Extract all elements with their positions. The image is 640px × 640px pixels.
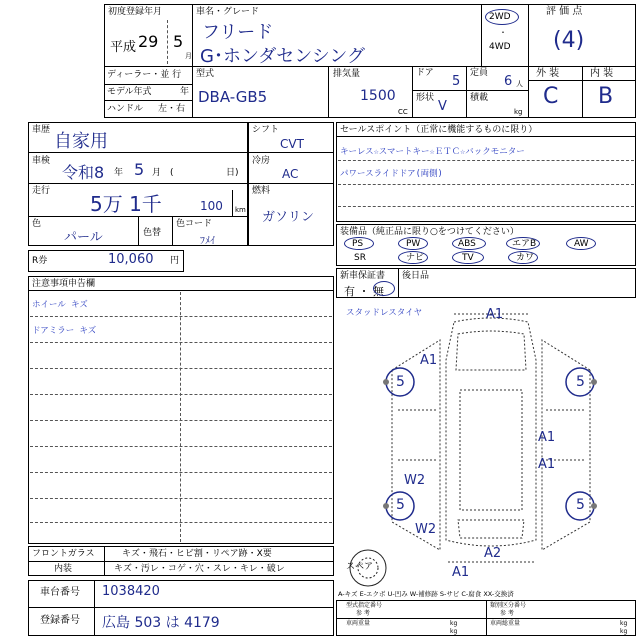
equip-abs: ABS	[458, 239, 476, 249]
car-name: フリード	[202, 22, 274, 43]
interior-label: 内 装	[590, 68, 614, 79]
tire-fl: 5	[396, 374, 405, 390]
damage-legend: A-キズ E-エクボ U-凹み W-補修跡 S-サビ C-腐食 XX-交換済	[338, 590, 514, 598]
drive-dot: ・	[499, 28, 507, 37]
equip-sr: SR	[354, 253, 366, 263]
tire-fr: 5	[576, 374, 585, 390]
kg-unit: kg	[514, 108, 523, 116]
recycle-label: R券	[32, 256, 48, 266]
equip-navi: ナビ	[406, 253, 425, 263]
mark-left-front: A1	[420, 353, 438, 368]
era: 平成	[110, 40, 137, 55]
total-kg2: kg	[620, 628, 628, 635]
car-name-label: 車名・グレード	[196, 7, 260, 17]
reg-label: 登録番号	[40, 615, 80, 626]
inspection-month: 5	[134, 160, 145, 179]
exterior-label: 外 装	[536, 68, 560, 79]
history-label: 車歴	[32, 125, 51, 135]
handle-options: 左・右	[158, 104, 186, 114]
equip-pw-circle	[398, 237, 428, 250]
inspection-label: 車検	[32, 156, 51, 166]
color: パール	[64, 230, 103, 245]
notes-label: 注意事項申告欄	[32, 279, 96, 289]
color-change-label: 色替	[143, 228, 162, 238]
equip-abs-circle	[452, 237, 486, 250]
mileage: 5万 1千	[90, 192, 162, 216]
ref2: 参 考	[500, 610, 514, 617]
diagram-title: スタッドレスタイヤ	[346, 308, 423, 318]
supplement-label: 後日品	[402, 271, 430, 281]
weight-label: 車両重量	[346, 620, 371, 627]
equip-navi-circle	[398, 251, 428, 264]
fuel-label: 燃料	[252, 186, 271, 196]
chassis-number: 1038420	[102, 584, 160, 599]
year-unit: 年	[180, 87, 190, 97]
equipment-label: 装備品（純正品に限り○をつけてください）	[340, 227, 519, 237]
dealer-label: ディーラー・並 行	[107, 70, 182, 80]
equip-aw-circle	[566, 237, 596, 250]
equip-tv-circle	[452, 251, 484, 264]
mark-right-2: A1	[538, 457, 556, 472]
equip-leather: カワ	[516, 253, 535, 263]
displacement: 1500	[360, 88, 396, 104]
mark-a2: A2	[484, 546, 502, 561]
mark-bottom: A1	[452, 565, 470, 580]
era-year: 29	[138, 32, 159, 51]
recycle-box	[28, 250, 184, 272]
drive-2wd: 2WD	[489, 12, 511, 22]
mileage-label: 走行	[32, 186, 51, 196]
equip-airbag: エアB	[512, 239, 537, 249]
grade: G･ホンダセンシング	[200, 46, 365, 67]
inspection-era: 令和8	[62, 163, 105, 182]
history-value: 自家用	[54, 131, 108, 152]
front-glass-legend: キズ・飛石・ヒビ割・リペア跡・X要	[122, 549, 272, 559]
month-unit: 月	[185, 52, 192, 60]
type-number-label: 型式指定番号	[346, 602, 383, 609]
front-glass-label: フロントガラス	[32, 549, 95, 559]
mark-w2-2: W2	[415, 522, 437, 537]
interior-grade: B	[598, 84, 614, 109]
interior-legend: キズ・汚レ・コゲ・穴・スレ・キレ・破レ	[114, 564, 285, 574]
interior-legend-label: 内装	[54, 564, 73, 574]
mark-w2-1: W2	[404, 473, 426, 488]
capacity-unit: 人	[516, 80, 523, 88]
reg-month: 5	[173, 32, 184, 51]
mark-top: A1	[486, 307, 504, 322]
color-label: 色	[32, 219, 42, 229]
notes-line1: ホイール キズ	[32, 300, 88, 310]
model-label: 型式	[196, 69, 215, 79]
equip-ps: PS	[352, 239, 364, 249]
equip-airbag-circle	[506, 237, 540, 250]
score-label: 評 価 点	[546, 6, 583, 17]
score: (4)	[553, 28, 585, 53]
day-unit: 日)	[226, 168, 239, 178]
capacity-label: 定員	[470, 68, 489, 78]
total-weight-label: 車両総重量	[490, 620, 521, 627]
recycle-unit: 円	[170, 256, 180, 266]
reg-number: 広島 503 は 4179	[102, 615, 220, 631]
paren-open: (	[170, 168, 174, 178]
equip-ps-circle	[344, 237, 374, 250]
shape-label: 形状	[416, 93, 435, 103]
ac: AC	[282, 167, 299, 181]
warranty-value: 有 ・ 無	[344, 285, 384, 298]
capacity: 6	[504, 74, 513, 89]
shape: V	[438, 99, 447, 114]
total-kg1: kg	[620, 620, 628, 627]
equip-pw: PW	[406, 239, 421, 249]
sales-line2: パワースライドドア(両側)	[340, 169, 443, 179]
ref1: 参 考	[356, 610, 370, 617]
mark-right-1: A1	[538, 430, 556, 445]
equip-aw: AW	[574, 239, 589, 249]
shift-label: シフト	[252, 125, 280, 135]
weight-kg1: kg	[450, 620, 458, 627]
weight-kg2: kg	[450, 628, 458, 635]
warranty-label: 新車保証書	[340, 271, 386, 281]
mileage-sub: 100	[200, 199, 223, 213]
class-number-label: 類別区分番号	[490, 602, 527, 609]
displacement-label: 排気量	[333, 69, 361, 79]
color-code-label: 色コード	[176, 219, 213, 229]
notes-line2: ドアミラー キズ	[32, 326, 97, 336]
drive-4wd: 4WD	[489, 42, 511, 52]
recycle-amount: 10,060	[108, 252, 154, 267]
cc-unit: CC	[398, 108, 408, 116]
model-year-label: モデル年式	[107, 87, 152, 97]
equip-tv: TV	[462, 253, 474, 263]
drive-2wd-circle	[485, 9, 519, 25]
doors: 5	[452, 74, 461, 89]
inspection-month-unit: 月	[152, 168, 162, 178]
first-reg-label: 初度登録年月	[108, 7, 163, 17]
fuel: ガソリン	[262, 210, 315, 225]
km-unit: km	[235, 206, 246, 214]
door-label: ドア	[416, 68, 434, 78]
tire-rl: 5	[396, 497, 405, 513]
warranty-circle	[373, 281, 395, 296]
tire-rr: 5	[576, 497, 585, 513]
inspection-year-unit: 年	[114, 168, 124, 178]
handle-label: ハンドル	[107, 104, 144, 114]
color-code: ﾌﾒｲ	[200, 236, 215, 247]
sales-line1: キーレス☆スマートキー☆ＥＴＣ☆バックモニター	[340, 147, 525, 157]
model: DBA-GB5	[198, 88, 268, 106]
equip-leather-circle	[508, 251, 538, 264]
chassis-label: 車台番号	[40, 587, 80, 598]
spare-label: スペア	[346, 562, 374, 572]
ac-label: 冷房	[252, 156, 271, 166]
sales-label: セールスポイント（正常に機能するものに限り）	[340, 125, 538, 135]
shift: CVT	[280, 137, 304, 151]
exterior-grade: C	[543, 84, 559, 109]
load-label: 積載	[470, 93, 489, 103]
